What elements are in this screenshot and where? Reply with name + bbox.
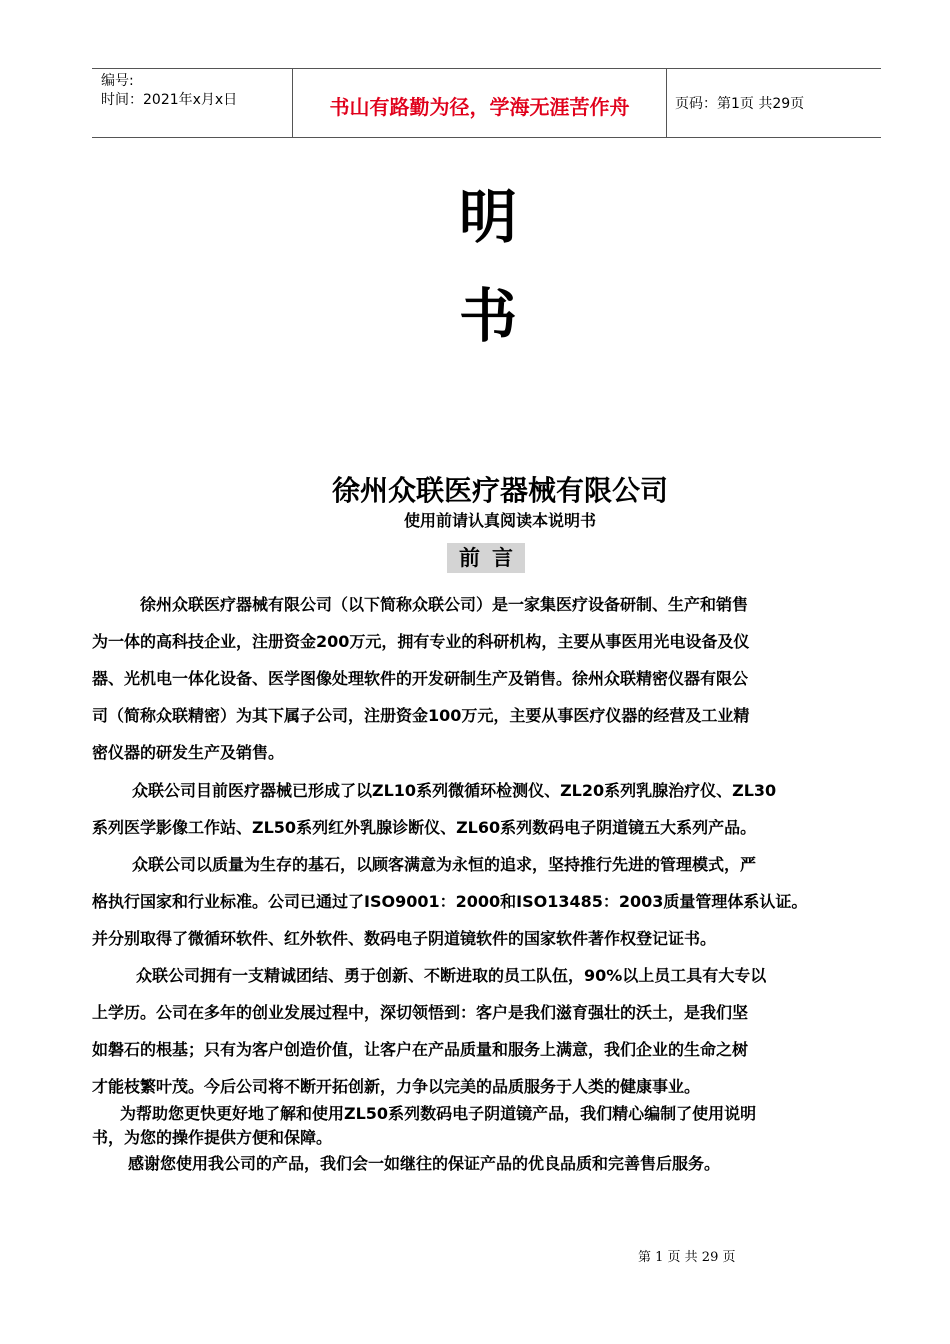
paragraph-3 bbox=[92, 846, 887, 957]
preface-heading: 前言 bbox=[447, 543, 525, 573]
paragraph-line: 密仪器的研发生产及销售。 bbox=[92, 743, 285, 762]
company-name: 徐州众联医疗器械有限公司 bbox=[331, 474, 668, 507]
paragraph-5 bbox=[92, 1102, 887, 1150]
paragraph-line: 格执行国家和行业标准。公司已通过了ISO9001：2000和ISO13485：2003质量管理体系认证。 bbox=[92, 892, 808, 911]
paragraph-line: 众联公司以质量为生存的基石，以顾客满意为永恒的追求，坚持推行先进的管理模式，严 bbox=[132, 855, 757, 874]
paragraph-6 bbox=[92, 1152, 887, 1176]
paragraph-line: 感谢您使用我公司的产品，我们会一如继往的保证产品的优良品质和完善售后服务。 bbox=[128, 1154, 721, 1173]
header-page-cell bbox=[666, 69, 881, 137]
paragraph-line: 并分别取得了微循环软件、红外软件、数码电子阴道镜软件的国家软件著作权登记证书。 bbox=[92, 929, 717, 948]
paragraph-1 bbox=[92, 586, 887, 771]
page-footer: 第 1 页 共 29 页 bbox=[638, 1250, 736, 1265]
header-info-cell bbox=[92, 69, 292, 137]
paragraph-line: 系列医学影像工作站、ZL50系列红外乳腺诊断仪、ZL60系列数码电子阴道镜五大系列产品。 bbox=[92, 818, 757, 837]
header-motto-cell bbox=[292, 69, 667, 137]
paragraph-line: 书，为您的操作提供方便和保障。 bbox=[92, 1128, 333, 1147]
time-label: 时间：2021年x月x日 bbox=[101, 92, 238, 108]
paragraph-2 bbox=[92, 772, 887, 846]
page-label: 页码：第1页 共29页 bbox=[675, 96, 805, 112]
title-char-1: 明 bbox=[458, 183, 517, 251]
paragraph-line: 徐州众联医疗器械有限公司（以下简称众联公司）是一家集医疗设备研制、生产和销售 bbox=[140, 595, 749, 614]
paragraph-line: 上学历。公司在多年的创业发展过程中，深切领悟到：客户是我们滋育强壮的沃土，是我们坚 bbox=[92, 1003, 749, 1022]
subtitle: 使用前请认真阅读本说明书 bbox=[403, 511, 596, 530]
paragraph-line: 司（简称众联精密）为其下属子公司，注册资金100万元，主要从事医疗仪器的经营及工业精 bbox=[92, 706, 750, 725]
paragraph-line: 为帮助您更快更好地了解和使用ZL50系列数码电子阴道镜产品，我们精心编制了使用说明 bbox=[120, 1104, 757, 1123]
paragraph-line: 如磐石的根基；只有为客户创造价值，让客户在产品质量和服务上满意，我们企业的生命之树 bbox=[92, 1040, 749, 1059]
paragraph-line: 才能枝繁叶茂。今后公司将不断开拓创新，力争以完美的品质服务于人类的健康事业。 bbox=[92, 1077, 701, 1096]
motto: 书山有路勤为径，学海无涯苦作舟 bbox=[329, 95, 630, 119]
paragraph-4 bbox=[92, 957, 887, 1105]
title-char-2: 书 bbox=[458, 282, 517, 350]
paragraph-line: 众联公司拥有一支精诚团结、勇于创新、不断进取的员工队伍，90%以上员工具有大专以 bbox=[136, 966, 767, 985]
page-header bbox=[92, 68, 881, 138]
paragraph-line: 众联公司目前医疗器械已形成了以ZL10系列微循环检测仪、ZL20系列乳腺治疗仪、ZL30 bbox=[132, 781, 777, 800]
paragraph-line: 为一体的高科技企业，注册资金200万元，拥有专业的科研机构，主要从事医用光电设备及仪 bbox=[92, 632, 750, 651]
number-label: 编号: bbox=[101, 73, 134, 89]
paragraph-line: 器、光机电一体化设备、医学图像处理软件的开发研制生产及销售。徐州众联精密仪器有限公 bbox=[92, 669, 749, 688]
